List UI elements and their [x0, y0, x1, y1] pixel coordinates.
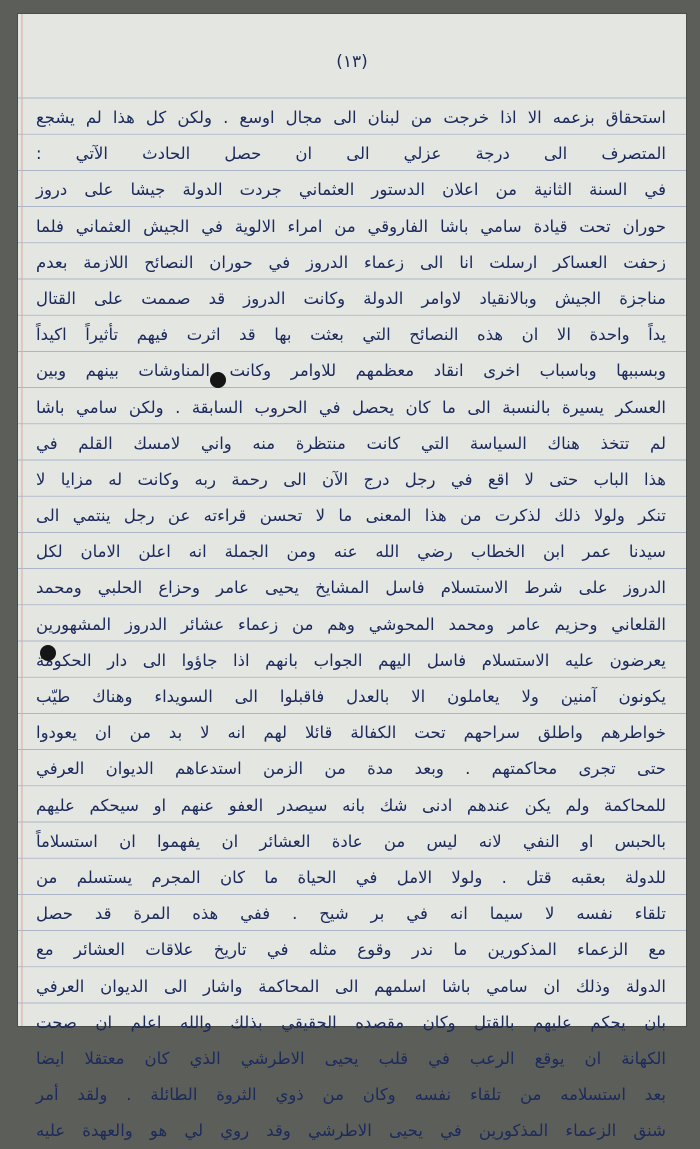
text-line: للدولة بعقبه قتل . ولولا الامل في الحياة ما كان المجرم يستسلم من: [36, 867, 666, 887]
text-line: يكونون آمنين ولا يعاملون الا بالعدل فاقبلوا الى السويداء وهناك طيّب: [36, 687, 666, 706]
text-line: بعد استسلامه من تلقاء نفسه وكان من ذوي الثروة الطائلة . ولقد أمر: [36, 1085, 666, 1105]
text-line: شنق الزعماء المذكورين في يحيى الاطرشي وقد روي لي هو والعهدة عليه: [36, 1121, 666, 1141]
page-number: (١٣): [336, 52, 368, 72]
text-line: للمحاكمة ولم يكن عندهم ادنى شك بانه سيصدر العفو عنهم او سيحكم عليهم: [36, 795, 666, 815]
text-line: لم تتخذ هناك السياسة التي كانت منتظرة منه واني لامسك القلم في: [36, 433, 666, 453]
text-line: حوران تحت قيادة سامي باشا الفاروقي من امراء الالوية في الجيش العثماني فلما: [36, 216, 666, 236]
text-line: خواطرهم واطلق سراحهم تحت الكفالة قائلا لهم انه لا بد من ان يعودوا: [36, 723, 666, 743]
document-page: [18, 14, 686, 1141]
text-line: المتصرف الى درجة عزلي الى ان حصل الحادث الآتي :: [36, 144, 666, 164]
text-line: تلقاء نفسه لا سيما انه في بر شيح . ففي هذه المرة قد حصل: [36, 904, 666, 924]
text-line: وبسببها وباسباب اخرى انقاد معظمهم للاوامر وكانت المناوشات بينهم وبين: [36, 361, 666, 381]
text-line: بان يحكم عليهم بالقتل وكان مقصده الحقيقي بذلك والله اعلم ان صحت: [36, 1012, 666, 1032]
text-line: الكهانة ان يوقع الرعب في قلب يحيى الاطرشي الذي كان معتقلا ايضا: [36, 1048, 666, 1068]
text-line: استحقاق بزعمه الا اذا خرجت من لبنان الى مجال اوسع . ولكن كل هذا لم يشجع: [36, 108, 666, 127]
text-line: الدولة وذلك ان سامي باشا اسلمهم الى المحاكمة واشار الى الديوان العرفي: [36, 976, 666, 996]
text-line: القلعاني وحزيم عامر ومحمد المحوشي وهم من زعماء عشائر الدروز المشهورين: [36, 614, 666, 634]
handwritten-text-block: [32, 100, 672, 1149]
text-line: في السنة الثانية من اعلان الدستور العثماني جردت الدولة جيشا على دروز: [36, 180, 666, 200]
text-line: مناجزة الجيش وبالانقياد لاوامر الدولة وكانت الدروز قد صممت على القتال: [36, 288, 666, 308]
text-line: الدروز على شرط الاستسلام فاسل المشايخ يحيى عامر وحزاع الحلبي ومحمد: [36, 578, 666, 598]
text-line: يعرضون عليه الاستسلام فاسل اليهم الجواب بانهم اذا جاؤوا الى دار الحكومة: [36, 650, 666, 670]
text-line: العسكر يسيرة بالنسبة الى ما كان يحصل في الحروب السابقة . ولكن سامي باشا: [36, 397, 666, 417]
text-line: زحفت العساكر ارسلت انا الى زعماء الدروز في حوران النصائح اللازمة بعدم: [36, 252, 666, 272]
text-line: بالحبس او النفي لانه ليس من عادة العشائر ان يفهموا ان استسلاماً: [36, 831, 666, 851]
text-line: يداً واحدة الا ان هذه النصائح التي بعثت بها قد اثرت فيهم تأثيراً اكيداً: [36, 325, 666, 345]
text-line: سيدنا عمر ابن الخطاب رضي الله عنه ومن الجملة انه اعلن الامان لكل: [36, 542, 666, 562]
text-line: مع الزعماء المذكورين ما ندر وقوع مثله في تاريخ علاقات العشائر مع: [36, 940, 666, 960]
text-line: هذا الباب حتى لا اقع في رجل درج الآن الى رحمة ربه وكانت له مزايا لا: [36, 469, 666, 489]
text-line: حتى تجرى محاكمتهم . وبعد مدة من الزمن استدعاهم الديوان العرفي: [36, 759, 666, 779]
text-line: تنكر ولولا ذلك لذكرت من هذا المعنى ما لا تحسن قراءته عن رجل ينتمي الى: [36, 506, 666, 526]
